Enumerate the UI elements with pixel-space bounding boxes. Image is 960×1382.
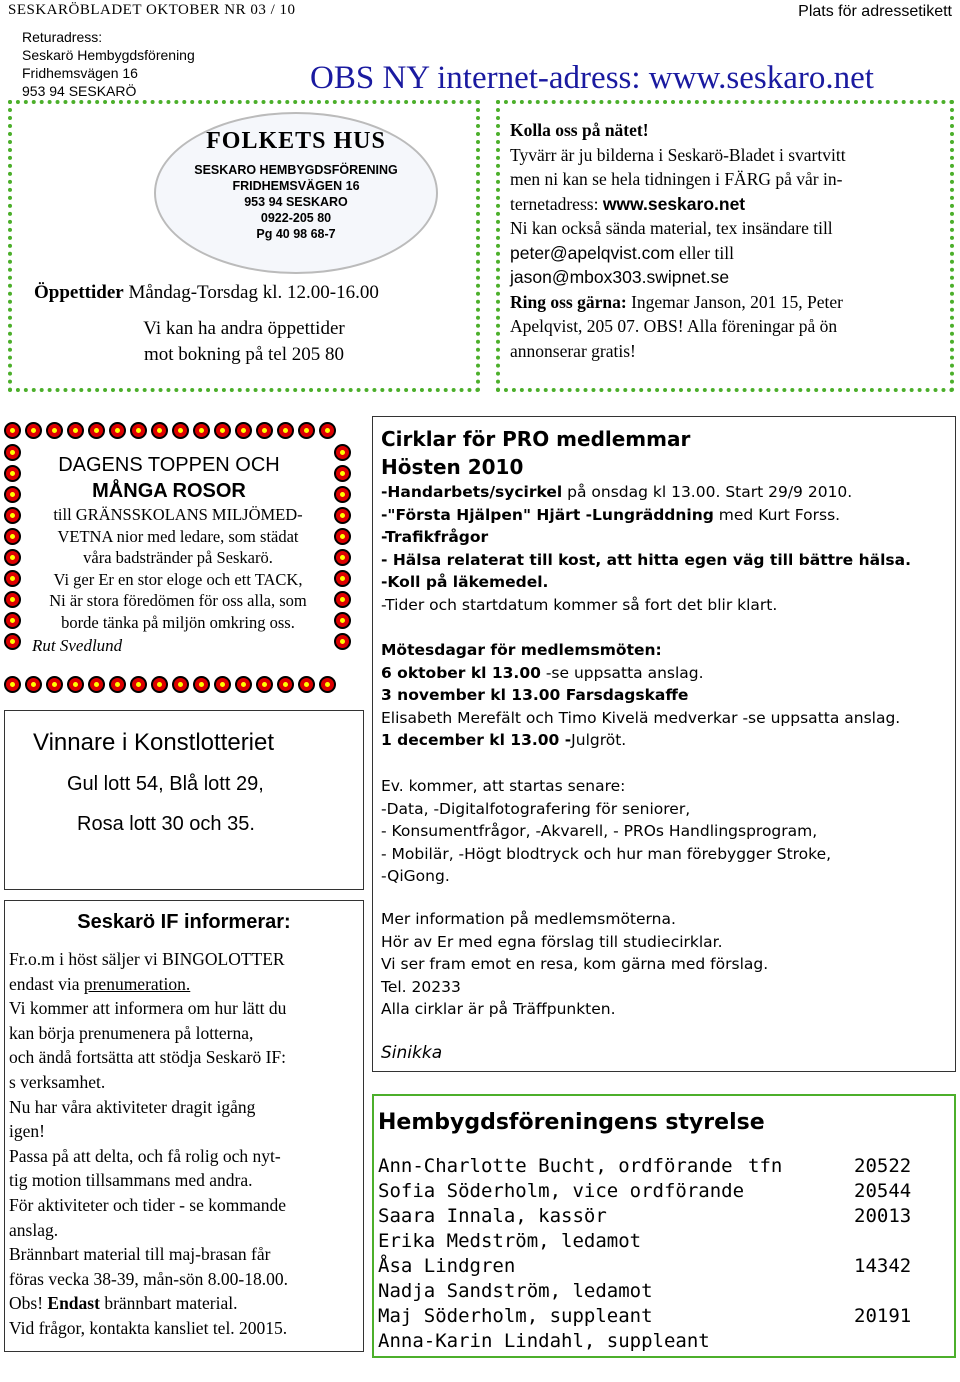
rose-icon <box>334 486 351 503</box>
member-name: Anna-Karin Lindahl, suppleant <box>378 1330 710 1352</box>
member-extra <box>748 1279 854 1304</box>
rose-icon <box>298 422 315 439</box>
member-phone: 20544 <box>854 1180 912 1202</box>
table-row <box>378 1254 911 1279</box>
kolla-line: annonserar gratis! <box>510 340 636 361</box>
rose-border-top <box>4 422 336 439</box>
note-line: mot bokning på tel 205 80 <box>143 344 344 365</box>
rose-icon <box>172 422 189 439</box>
future-line: -Data, -Digitalfotografering för seniorer, <box>381 799 691 818</box>
info-line: Mer information på medlemsmöterna. <box>381 910 676 928</box>
member-extra <box>748 1229 854 1254</box>
logo-line: 953 94 SESKARO <box>244 195 348 209</box>
member-phone <box>854 1279 911 1304</box>
if-line: brännbart material. <box>99 1293 238 1314</box>
return-address-line: Seskarö Hembygdsförening <box>22 47 195 63</box>
rose-icon <box>256 422 273 439</box>
dagens-toppen-box <box>4 422 354 700</box>
if-line: igen! <box>9 1121 45 1142</box>
toppen-title-line: MÅNGA ROSOR <box>92 480 246 502</box>
toppen-line: VETNA nior med ledare, som städat <box>57 526 299 546</box>
kolla-line: men ni kan se hela tidningen i FÄRG på vår in- <box>510 169 843 189</box>
lotteri-title: Vinnare i Konstlotteriet <box>33 729 275 756</box>
if-line: kan börja prenumenera på lotterna, <box>9 1022 254 1043</box>
info-line: Tel. 20233 <box>381 977 461 996</box>
future-line: -QiGong. <box>381 867 450 885</box>
styrelse-box <box>372 1094 956 1358</box>
pro-title <box>381 425 690 481</box>
meetings-title: Mötesdagar för medlemsmöten: <box>381 641 662 659</box>
if-line: Vid frågor, kontakta kansliet tel. 20015. <box>9 1317 288 1338</box>
logo-title: FOLKETS HUS <box>206 128 386 154</box>
pro-circle: -Handarbets/sycirkel <box>381 483 563 501</box>
website-link[interactable]: www.seskaro.net <box>602 193 746 214</box>
email-link[interactable]: peter@apelqvist.com <box>510 242 675 263</box>
member-phone: 20522 <box>854 1155 912 1177</box>
rose-icon <box>298 676 315 693</box>
rose-icon <box>25 422 42 439</box>
member-name: Erika Medström, ledamot <box>378 1230 642 1252</box>
toppen-body <box>18 504 338 633</box>
table-row <box>378 1329 911 1354</box>
return-address-line: 953 94 SESKARÖ <box>22 83 137 99</box>
meeting-date: 3 november kl 13.00 Farsdagskaffe <box>381 686 689 704</box>
folkets-hus-logo <box>154 112 438 274</box>
table-row <box>378 1279 911 1304</box>
masthead: SESKARÖBLADET OKTOBER NR 03 / 10 <box>8 2 296 18</box>
table-row <box>378 1179 911 1204</box>
meeting-detail: Elisabeth Merefält och Timo Kivelä medverkar -se uppsatta anslag. <box>381 708 901 727</box>
rose-icon <box>319 422 336 439</box>
toppen-line: Ni är stora föredömen för oss alla, som <box>49 591 307 610</box>
pro-info <box>381 908 768 1021</box>
if-line: Fr.o.m i höst säljer vi BINGOLOTTER <box>9 949 285 969</box>
pro-circle-detail: på onsdag kl 13.00. Start 29/9 2010. <box>562 483 853 501</box>
member-phone <box>854 1229 911 1254</box>
toppen-line: våra badstränder på Seskarö. <box>83 548 273 567</box>
return-address-line: Fridhemsvägen 16 <box>22 65 138 81</box>
kolla-line: eller till <box>674 242 734 263</box>
rose-icon <box>235 676 252 693</box>
if-line: tig motion tillsammans med andra. <box>9 1170 253 1191</box>
rose-icon <box>151 676 168 693</box>
member-extra: tfn <box>748 1155 783 1177</box>
table-row <box>378 1204 911 1229</box>
member-name: Ann-Charlotte Bucht, ordförande <box>378 1155 733 1177</box>
rose-icon <box>319 676 336 693</box>
rose-icon <box>88 422 105 439</box>
return-address <box>22 28 195 100</box>
kolla-line: ternetadress: <box>510 193 603 214</box>
pro-box <box>372 416 956 1072</box>
rose-icon <box>151 422 168 439</box>
toppen-title <box>4 452 334 504</box>
rose-icon <box>46 422 63 439</box>
rose-icon <box>88 676 105 693</box>
if-line: Nu har våra aktiviteter dragit igång <box>9 1096 256 1117</box>
if-line: Brännbart material till maj-brasan får <box>9 1244 271 1265</box>
seskaro-if-box <box>4 900 364 1352</box>
logo-text <box>156 162 436 242</box>
rose-icon <box>277 676 294 693</box>
member-name: Sofia Söderholm, vice ordförande <box>378 1180 745 1202</box>
rose-icon <box>4 676 21 693</box>
rose-icon <box>109 676 126 693</box>
pro-title-line: Hösten 2010 <box>381 455 524 479</box>
rose-icon <box>193 676 210 693</box>
opening-hours <box>34 282 379 304</box>
kolla-line: Apelqvist, 205 07. OBS! Alla föreningar på ön <box>510 316 838 336</box>
rose-icon <box>334 444 351 461</box>
meeting-detail: Julgröt. <box>571 731 627 749</box>
rose-icon <box>4 422 21 439</box>
table-row <box>378 1154 911 1179</box>
pro-circle: -Trafikfrågor <box>381 528 489 546</box>
if-line: endast via <box>9 973 84 994</box>
opening-hours-value: Måndag-Torsdag kl. 12.00-16.00 <box>128 282 379 303</box>
pro-title-line: Cirklar för PRO medlemmar <box>381 427 691 451</box>
address-label-placeholder: Plats för adressetikett <box>798 3 952 20</box>
if-line: s verksamhet. <box>9 1071 106 1092</box>
member-name: Nadja Sandström, ledamot <box>378 1280 653 1302</box>
member-extra <box>748 1329 854 1354</box>
if-line: Obs! <box>9 1293 48 1314</box>
logo-line: SESKARO HEMBYGDSFÖRENING <box>194 163 398 177</box>
if-line: Passa på att delta, och få rolig och nyt- <box>9 1145 281 1166</box>
toppen-line: till GRÄNSSKOLANS MILJÖMED- <box>53 505 303 524</box>
rose-icon <box>130 422 147 439</box>
logo-line: Pg 40 98 68-7 <box>256 227 336 241</box>
member-phone: 14342 <box>854 1255 912 1277</box>
future-line: - Mobilär, -Högt blodtryck och hur man förebygger Stroke, <box>381 844 832 863</box>
pro-circles <box>381 481 911 616</box>
opening-hours-label: Öppettider <box>34 282 124 303</box>
rose-icon <box>67 676 84 693</box>
rose-icon <box>46 676 63 693</box>
future-line: Ev. kommer, att startas senare: <box>381 777 626 795</box>
lotteri-box <box>4 710 364 890</box>
styrelse-title: Hembygdsföreningens styrelse <box>378 1110 765 1135</box>
rose-icon <box>4 633 21 650</box>
folkets-hus-box <box>8 100 480 392</box>
rose-border-bottom <box>4 676 336 693</box>
member-extra <box>748 1254 854 1279</box>
member-extra <box>748 1179 854 1204</box>
if-line: anslag. <box>9 1219 59 1240</box>
if-body <box>9 947 355 1341</box>
if-line-bold: Endast <box>47 1293 100 1314</box>
lotteri-winners: Gul lott 54, Blå lott 29, <box>67 773 264 795</box>
rose-icon <box>67 422 84 439</box>
meeting-date: 6 oktober kl 13.00 <box>381 663 541 682</box>
member-extra <box>748 1304 854 1329</box>
rose-icon <box>277 422 294 439</box>
if-line: och ändå fortsätta att stödja Seskarö IF: <box>9 1047 287 1068</box>
if-title: Seskarö IF informerar: <box>77 911 291 933</box>
opening-hours-note <box>12 316 476 368</box>
if-line-underlined: prenumeration. <box>83 973 191 994</box>
kolla-line: Ring oss gärna: <box>510 291 627 312</box>
info-line: Vi ser fram emot en resa, kom gärna med förslag. <box>381 955 769 973</box>
rose-icon <box>214 676 231 693</box>
kolla-line: Ni kan också sända material, tex insändare till <box>510 218 833 238</box>
email-link[interactable]: jason@mbox303.swipnet.se <box>510 267 730 287</box>
member-name: Maj Söderholm, suppleant <box>378 1305 653 1327</box>
if-line: Vi kommer att informera om hur lätt du <box>9 998 287 1019</box>
rose-icon <box>214 422 231 439</box>
rose-icon <box>25 676 42 693</box>
note-line: Vi kan ha andra öppettider <box>143 318 345 339</box>
internet-address-banner: OBS NY internet-adress: www.seskaro.net <box>310 60 874 96</box>
table-row <box>378 1304 911 1329</box>
kolla-line: Ingemar Janson, 201 15, Peter <box>626 291 843 312</box>
pro-circle: -"Första Hjälpen" Hjärt -Lungräddning <box>381 505 714 524</box>
pro-future <box>381 775 831 888</box>
lotteri-winners: Rosa lott 30 och 35. <box>77 813 255 835</box>
info-line: Hör av Er med egna förslag till studiecirklar. <box>381 932 723 951</box>
rose-icon <box>256 676 273 693</box>
styrelse-table <box>378 1154 911 1354</box>
rose-icon <box>334 633 351 650</box>
pro-circle: -Koll på läkemedel. <box>381 573 549 591</box>
pro-circle: - Hälsa relaterat till kost, att hitta egen väg till bättre hälsa. <box>381 550 911 569</box>
return-address-label: Returadress: <box>22 29 103 45</box>
logo-line: FRIDHEMSVÄGEN 16 <box>232 179 360 193</box>
kolla-line: Tyvärr är ju bilderna i Seskarö-Bladet i svartvitt <box>510 144 846 165</box>
pro-circle: -Tider och startdatum kommer så fort det blir klart. <box>381 595 778 614</box>
toppen-line: Vi ger Er en stor eloge och ett TACK, <box>53 569 303 589</box>
rose-icon <box>235 422 252 439</box>
member-name: Åsa Lindgren <box>378 1255 516 1277</box>
member-extra <box>748 1204 854 1229</box>
rose-icon <box>130 676 147 693</box>
rose-icon <box>109 422 126 439</box>
pro-circle-detail: med Kurt Forss. <box>713 505 841 524</box>
kolla-heading: Kolla oss på nätet! <box>510 120 649 140</box>
if-line: För aktiviteter och tider - se kommande <box>9 1194 287 1215</box>
table-row <box>378 1229 911 1254</box>
toppen-title-line: DAGENS TOPPEN OCH <box>58 454 280 476</box>
member-name: Saara Innala, kassör <box>378 1205 607 1227</box>
kolla-oss-text <box>510 118 846 363</box>
pro-meetings <box>381 639 900 752</box>
rose-icon <box>172 676 189 693</box>
toppen-line: borde tänka på miljön omkring oss. <box>61 612 295 632</box>
rose-icon <box>334 465 351 482</box>
future-line: - Konsumentfrågor, -Akvarell, - PROs Handlingsprogram, <box>381 822 818 840</box>
member-phone <box>854 1329 911 1354</box>
toppen-signature: Rut Svedlund <box>32 636 123 655</box>
kolla-oss-box <box>496 100 954 392</box>
pro-signature: Sinikka <box>381 1043 443 1063</box>
member-phone: 20191 <box>854 1305 912 1327</box>
meeting-detail: -se uppsatta anslag. <box>540 663 704 682</box>
logo-line: 0922-205 80 <box>260 211 332 225</box>
member-phone: 20013 <box>854 1205 912 1227</box>
rose-icon <box>193 422 210 439</box>
meeting-date: 1 december kl 13.00 - <box>381 731 572 749</box>
info-line: Alla cirklar är på Träffpunkten. <box>381 1000 616 1018</box>
if-line: föras vecka 38-39, mån-sön 8.00-18.00. <box>9 1268 288 1289</box>
